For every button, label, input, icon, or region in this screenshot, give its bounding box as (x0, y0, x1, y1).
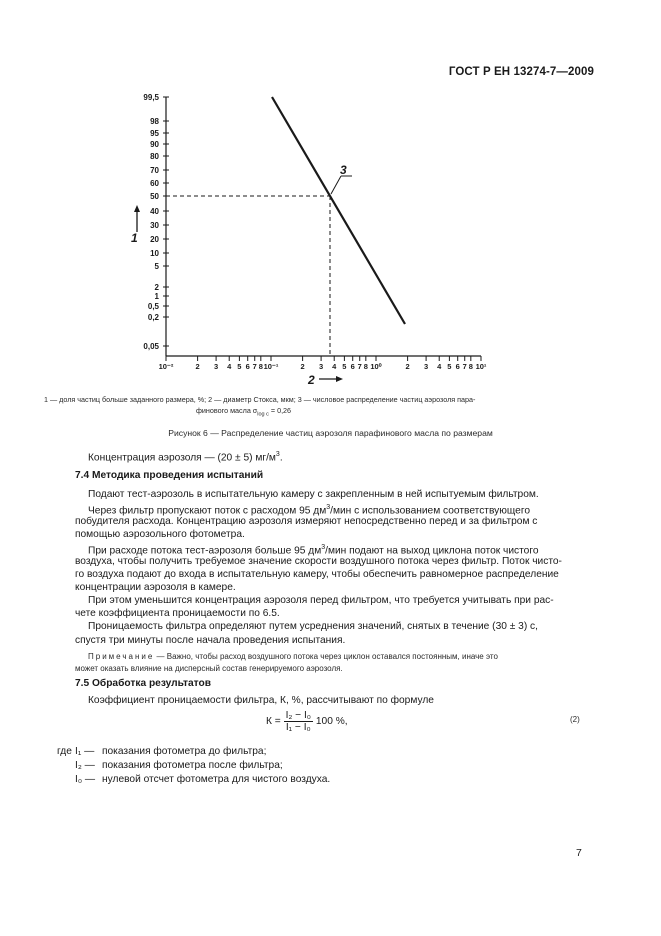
y-tick-label: 98 (150, 117, 159, 126)
x-tick-label: 10⁰ (370, 362, 382, 371)
y-tick-label: 0,05 (143, 342, 159, 351)
formula-denominator: I₁ − I₀ (285, 722, 311, 733)
marker-3-leader (331, 176, 341, 194)
concentration-line: Концентрация аэрозоля — (20 ± 5) $мг/м^3$. (88, 451, 283, 464)
x-tick-label: 5 (237, 362, 242, 371)
figure-legend (44, 394, 586, 420)
where-text-3: нулевой отсчет фотометра для чистого воздуха. (102, 774, 331, 785)
x-tick-label: 8 (468, 362, 473, 371)
where-symbol-2: I₂ — (75, 760, 95, 771)
x-tick-label: 4 (437, 362, 442, 371)
distribution-line (272, 97, 405, 324)
x-tick-label: 6 (455, 362, 460, 371)
y-tick-label: 60 (150, 179, 159, 188)
x-tick-label: 7 (252, 362, 257, 371)
x-tick-label: 10¹ (475, 362, 487, 371)
y-tick-label: 10 (150, 249, 159, 258)
section-7-5-heading: 7.5 Обработка результатов (75, 678, 212, 689)
formula (266, 710, 348, 733)
formula-numerator: I₂ − I₀ (285, 710, 312, 721)
paragraph-4-line-2: чете коэффициента проницаемости по 6.5. (75, 608, 280, 619)
x-tick-label: 2 (405, 362, 410, 371)
y-tick-label: 80 (150, 152, 159, 161)
x-tick-label: 10⁻¹ (263, 362, 279, 371)
particle-distribution-chart (0, 0, 661, 400)
y-tick-label: 70 (150, 166, 159, 175)
formula-number: (2) (570, 715, 580, 724)
x-tick-label: 5 (447, 362, 452, 371)
x-tick-label: 10⁻² (158, 362, 174, 371)
paragraph-2-line-3: помощью аэрозольного фотометра. (75, 529, 245, 540)
y-tick-label: 95 (150, 129, 159, 138)
y-tick-label: 40 (150, 207, 159, 216)
paragraph-4-line-1: При этом уменьшится концентрация аэрозоля перед фильтром, что требуется учитывать при рас- (88, 595, 554, 606)
paragraph-2-line-2: побудителя расхода. Концентрацию аэрозоля измеряют непосредственно перед и за фильтром с (75, 516, 538, 527)
y-tick-label: 50 (150, 192, 159, 201)
y-tick-label: 0,5 (147, 302, 159, 311)
figure-caption: Рисунок 6 — Распределение частиц аэрозоля парафинового масла по размерам (168, 428, 493, 438)
formula-fraction (284, 710, 313, 733)
marker-3: 3 (340, 163, 347, 177)
x-tick-label: 3 (319, 362, 324, 371)
paragraph-3-line-3: го воздуха подают до входа в испытательную камеру, чтобы обеспечить равномерное распределение (75, 569, 559, 580)
note-line-2: может оказать влияние на дисперсный состав генерируемого аэрозоля. (75, 664, 343, 673)
y-tick-label: 1 (154, 292, 159, 301)
where-text-2: показания фотометра после фильтра; (102, 760, 283, 771)
y-tick-label: 20 (150, 235, 159, 244)
x-tick-label: 4 (332, 362, 337, 371)
where-text-1: показания фотометра до фильтра; (102, 746, 267, 757)
paragraph-6: Коэффициент проницаемости фильтра, К, %, рассчитывают по формуле (88, 695, 434, 706)
marker-1-arrowhead (134, 205, 140, 212)
where-symbol-3: I₀ — (75, 774, 96, 785)
y-tick-label: 2 (154, 283, 159, 292)
paragraph-3-line-1: При расходе потока тест-аэрозоля больше 95 $дм^3$/мин подают на выход циклона поток чистого (88, 544, 539, 557)
x-tick-label: 6 (245, 362, 250, 371)
document-header: ГОСТ Р ЕН 13274-7—2009 (448, 66, 594, 78)
x-tick-label: 6 (350, 362, 355, 371)
x-tick-label: 2 (300, 362, 305, 371)
paragraph-5-line-1: Проницаемость фильтра определяют путем усреднения значений, снятых в течение (30 ± 3) с, (88, 621, 538, 632)
x-tick-label: 8 (363, 362, 368, 371)
y-tick-label: 90 (150, 140, 159, 149)
y-tick-label: 30 (150, 221, 159, 230)
marker-2: 2 (308, 373, 315, 387)
paragraph-5-line-2: спустя три минуты после начала проведения испытания. (75, 635, 346, 646)
x-tick-label: 3 (424, 362, 429, 371)
paragraph-3-line-2: воздуха, чтобы получить требуемое значение скорости воздушного потока через фильтр. Поток чисто- (75, 556, 562, 567)
x-tick-label: 4 (227, 362, 232, 371)
paragraph-3-line-4: концентрации аэрозоля в камере. (75, 582, 236, 593)
legend-line-1: 1 — доля частиц больше заданного размера, %; 2 — диаметр Стокса, мкм; 3 — числовое распределение частиц аэрозоля пара- (44, 395, 476, 404)
x-tick-label: 7 (462, 362, 467, 371)
y-tick-label: 0,2 (147, 313, 159, 322)
formula-rhs: 100 %, (315, 716, 348, 728)
x-axis (159, 356, 487, 371)
where-prefix: где (57, 746, 72, 757)
x-tick-label: 8 (258, 362, 263, 371)
section-7-4-heading: 7.4 Методика проведения испытаний (75, 470, 264, 481)
where-symbol-1: I₁ — (75, 746, 95, 757)
x-tick-label: 3 (214, 362, 219, 371)
x-tick-label: 7 (357, 362, 362, 371)
x-tick-label: 2 (195, 362, 200, 371)
page-number: 7 (576, 847, 582, 859)
marker-2-arrowhead (336, 376, 343, 382)
note-line-1: Примечание — Важно, чтобы расход воздушного потока через циклон оставался постоянным, иначе это (88, 652, 498, 661)
y-axis (143, 93, 169, 356)
formula-lhs: К = (266, 716, 281, 728)
x-tick-label: 5 (342, 362, 347, 371)
legend-line-2: финового масла $\sigma_{log c} = 0,26$ (196, 406, 292, 418)
y-tick-label: 99,5 (143, 93, 159, 102)
paragraph-1: Подают тест-аэрозоль в испытательную камеру с закрепленным в ней испытуемым фильтром. (88, 489, 539, 500)
note-label: Примечание (88, 652, 155, 661)
paragraph-2-line-1: Через фильтр пропускают поток с расходом 95 $дм^3$/мин с использованием соответствующего (88, 504, 530, 517)
y-tick-label: 5 (154, 262, 159, 271)
marker-1: 1 (131, 231, 138, 245)
